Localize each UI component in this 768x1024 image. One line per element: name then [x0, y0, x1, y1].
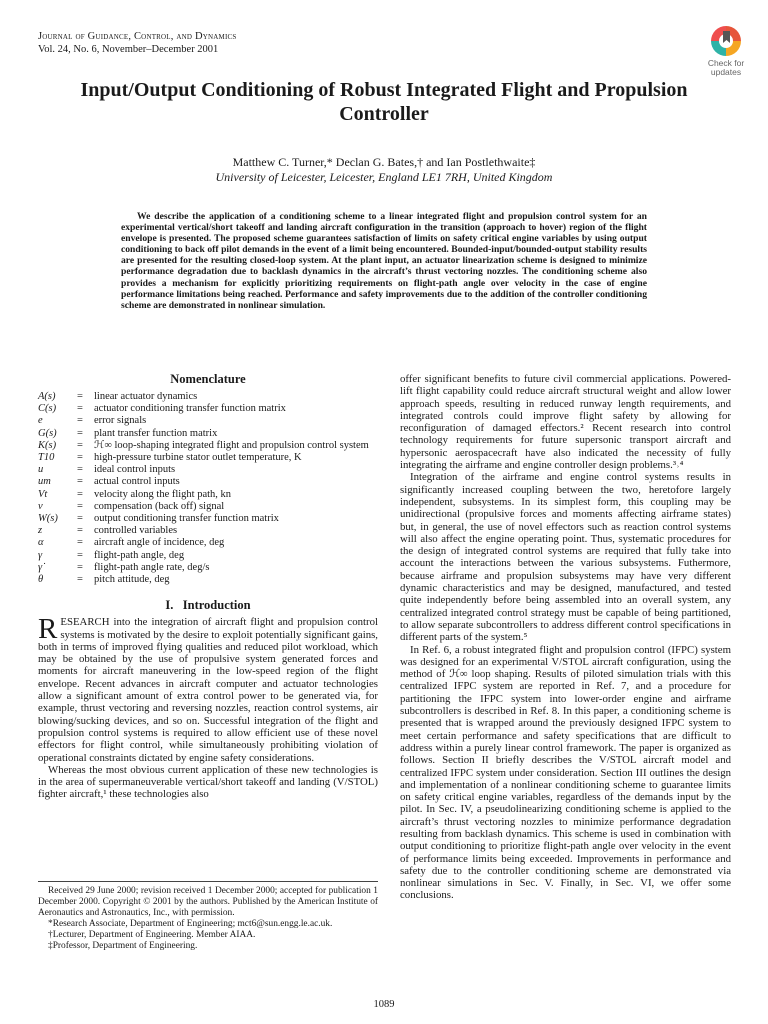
nomenclature-symbol: C(s) [38, 403, 57, 415]
nomenclature-heading: Nomenclature [170, 372, 246, 386]
equals-sign: = [77, 525, 83, 537]
badge-line1: Check for [707, 58, 745, 68]
nomenclature-symbol: A(s) [38, 391, 56, 402]
nomenclature-symbol: G(s) [38, 427, 57, 439]
nomenclature-row [38, 501, 378, 513]
equals-sign: = [77, 561, 83, 573]
nomenclature-definition: actual control inputs [94, 476, 180, 488]
intro-paragraph-1-text: ESEARCH into the integration of aircraft flight and propulsion control systems is motivated by the desire to exploit potentially significant gains, both in terms of improved flying qualities and reduced pilot workload, which may be obtained by the use of propulsive system generated forces and moments for aircraft maneuvering in the low-speed region of the flight envelope. Recent advances in aircraft computer and actuator technologies allow a significant amount of extra control power to be generated via, for example, thrust vectoring and reversing nozzles, reaction control systems, air blowing/sucking devices, and so on. Successful integration of the flight and propulsion control systems is required to allow efficient use of these novel effectors for flight control, while simultaneously prohibiting violation of operational constraints dictated by engine safety considerations. [38, 616, 378, 764]
authors: Matthew C. Turner,* Declan G. Bates,† and Ian Postlethwaite‡ [232, 155, 536, 169]
nomenclature-definition: actuator conditioning transfer function matrix [94, 403, 286, 415]
paper-title: Input/Output Conditioning of Robust Integrated Flight and Propulsion Controller [80, 79, 688, 125]
equals-sign: = [77, 464, 83, 476]
nomenclature-row [38, 403, 378, 415]
nomenclature-symbol: T10 [38, 452, 55, 464]
nomenclature-row [38, 476, 378, 488]
nomenclature-row [38, 415, 378, 427]
nomenclature-row [38, 562, 378, 574]
nomenclature-definition: pitch attitude, deg [94, 574, 170, 586]
right-paragraph-1: offer significant benefits to future civil commercial applications. Powered-lift flight capability could reduce aircraft structural weight and allow lower approach speeds, resulting in reduced runway length requirements, and integrated controls could improve flight safety by allowing for reconfiguration of damaged effectors.² Recent research into control technology requirements for future supersonic transport aircraft and hypersonic aerospacecraft have also indicated the necessity of fully integrating the airframe and engine controller design problems.³˒⁴ [400, 373, 731, 472]
nomenclature-symbol: W(s) [38, 513, 58, 525]
nomenclature-definition: aircraft angle of incidence, deg [94, 537, 225, 549]
drop-cap: R [38, 613, 58, 646]
equals-sign: = [77, 537, 83, 549]
equals-sign: = [77, 439, 83, 451]
nomenclature-definition: output conditioning transfer function matrix [94, 513, 279, 525]
page-number: 1089 [373, 999, 395, 1010]
nomenclature-definition: high-pressure turbine stator outlet temperature, K [94, 452, 302, 464]
nomenclature-definition: flight-path angle, deg [94, 549, 185, 561]
nomenclature-symbol: u [38, 464, 44, 476]
nomenclature-definition: controlled variables [94, 525, 178, 537]
intro-paragraph-1 [38, 613, 378, 764]
nomenclature-symbol: γ [38, 549, 43, 561]
equals-sign: = [77, 476, 83, 488]
equals-sign: = [77, 427, 83, 439]
nomenclature-symbol: θ [38, 574, 44, 586]
nomenclature-row [38, 574, 378, 586]
nomenclature-row [38, 428, 378, 440]
left-column [38, 372, 378, 801]
equals-sign: = [77, 500, 83, 512]
nomenclature-definition: plant transfer function matrix [94, 427, 218, 439]
nomenclature-symbol: z [38, 525, 43, 537]
footnotes [38, 881, 378, 952]
check-for-updates-badge[interactable] [700, 26, 752, 82]
nomenclature-definition: error signals [94, 415, 147, 427]
nomenclature-row [38, 550, 378, 562]
nomenclature-definition: linear actuator dynamics [94, 391, 198, 402]
nomenclature-symbol: um [38, 476, 51, 488]
nomenclature-symbol: e [38, 415, 43, 427]
crossmark-icon [711, 26, 741, 56]
nomenclature-definition: ideal control inputs [94, 464, 176, 476]
right-paragraph-3: In Ref. 6, a robust integrated flight and propulsion control (IFPC) system was designed for an experimental V/STOL aircraft configuration, using the method of ℋ∞ loop shaping. Results of piloted simulation trials with this centralized IFPC system are reported in Ref. 7, and a procedure for partitioning the IFPC system into lower-order engine and airframe subcontrollers is described in Ref. 8. In this paper, a conditioning scheme is presented that is wrapped around the previously designed IFPC system to meet certain performance and safety specifications that are difficult to address within a purely linear control framework. The paper is organized as follows. Section II briefly describes the V/STOL aircraft model and centralized IFPC system under consideration. Section III outlines the design and implementation of a nonlinear conditioning scheme to guarantee limits on safety critical engine variables, regardless of the demands input by the pilot. In Sec. IV, a pseudolinearizing conditioning scheme is applied to the aircraft’s thrust vectoring nozzles to minimize performance degradation resulting from backlash dynamics. This scheme is used in combination with output conditioning to prioritize flight-path angle over velocity in the event of performance limits being exceeded. Improvements in performance and safety due to the controller conditioning scheme are demonstrated via nonlinear simulations in Sec. V. Finally, in Sec. VI, we offer some conclusions. [400, 643, 731, 902]
nomenclature-row [38, 452, 378, 464]
nomenclature-symbol: K(s) [38, 439, 57, 451]
nomenclature-row [38, 525, 378, 537]
badge-line2: updates [710, 67, 742, 77]
equals-sign: = [77, 391, 83, 402]
footnote-received: Received 29 June 2000; revision received 1 December 2000; accepted for publication 1 December 2000. Copyright © 2001 by the authors. Published by the American Institute of Aeronautics and Astronautics, Inc., with permission. [38, 886, 378, 918]
equals-sign: = [77, 415, 83, 427]
nomenclature-definition: flight-path angle rate, deg/s [94, 561, 210, 573]
nomenclature-symbol: v [38, 500, 43, 512]
nomenclature-row [38, 464, 378, 476]
nomenclature-row [38, 537, 378, 549]
nomenclature-list [38, 391, 378, 586]
abstract: We describe the application of a conditioning scheme to a linear integrated flight and propulsion control system for an experimental vertical/short takeoff and landing aircraft configuration in the transition (approach to hover) region of the flight envelope is presented. The proposed scheme guarantees satisfaction of limits on safety critical engine variables by using output conditioning to back off pilot demands in the event of a limit being encountered. Bounded-input/bounded-output stability results are presented for the resulting closed-loop system. At the plant input, an actuator linearization scheme is designed to minimize performance degradation due to backlash dynamics in the aircraft’s thrust vectoring nozzles. The conditioning scheme also provides a mechanism for explicitly prioritizing requirements on flight-path angle over velocity in the case of engine performance limitations being reached. Performance and safety improvements due to the addition of the controller conditioning scheme are demonstrated in nonlinear simulation. [121, 211, 647, 311]
equals-sign: = [77, 574, 83, 586]
nomenclature-row [38, 440, 378, 452]
intro-paragraph-2: Whereas the most obvious current application of these new technologies is in the area of supermaneuverable vertical/short takeoff and landing (V/STOL) fighter aircraft,¹ these technologies also [38, 763, 378, 801]
journal-name: Journal of Guidance, Control, and Dynamics [38, 31, 237, 42]
footnote-author-2: †Lecturer, Department of Engineering. Member AIAA. [48, 930, 256, 940]
equals-sign: = [77, 403, 83, 415]
nomenclature-symbol: α [38, 537, 44, 549]
journal-issue: Vol. 24, No. 6, November–December 2001 [38, 44, 219, 55]
nomenclature-definition: velocity along the flight path, kn [94, 488, 232, 500]
right-paragraph-2: Integration of the airframe and engine control systems results in significantly increased coupling between the two, heretofore largely independent, subsystems. In its simplest form, this coupling may be unidirectional (propulsive forces and moments affecting airframe states) but, in general, the use of novel effectors such as reaction control systems will also affect the engine operating point. Thus, systematic procedures for the design of integrated control systems are required that fully take into account the interactions between the various subsystems. Futhermore, because airframe and propulsion subsystems may have very different dynamic characteristics and may be designed, manufactured, and tested quite independently before being assembled into an overall system, any centralized integrated control strategy must be capable of being partitioned, to allow separate subcontrollers to address different control specifications in different parts of the system.⁵ [400, 471, 731, 644]
equals-sign: = [77, 549, 83, 561]
nomenclature-row [38, 391, 378, 403]
nomenclature-row [38, 513, 378, 525]
equals-sign: = [77, 452, 83, 464]
equals-sign: = [77, 513, 83, 525]
affiliation: University of Leicester, Leicester, England LE1 7RH, United Kingdom [215, 170, 553, 184]
nomenclature-definition: ℋ∞ loop-shaping integrated flight and propulsion control system [94, 439, 369, 451]
equals-sign: = [77, 488, 83, 500]
introduction-heading: I. Introduction [165, 598, 251, 613]
right-column [400, 373, 731, 902]
nomenclature-definition: compensation (back off) signal [94, 500, 225, 512]
footnote-author-1: *Research Associate, Department of Engineering; mct6@sun.engg.le.ac.uk. [48, 919, 333, 929]
nomenclature-symbol: γ̇ [38, 561, 43, 573]
journal-header [38, 30, 236, 56]
nomenclature-symbol: Vt [38, 488, 48, 500]
footnote-author-3: ‡Professor, Department of Engineering. [48, 941, 198, 951]
nomenclature-row [38, 489, 378, 501]
